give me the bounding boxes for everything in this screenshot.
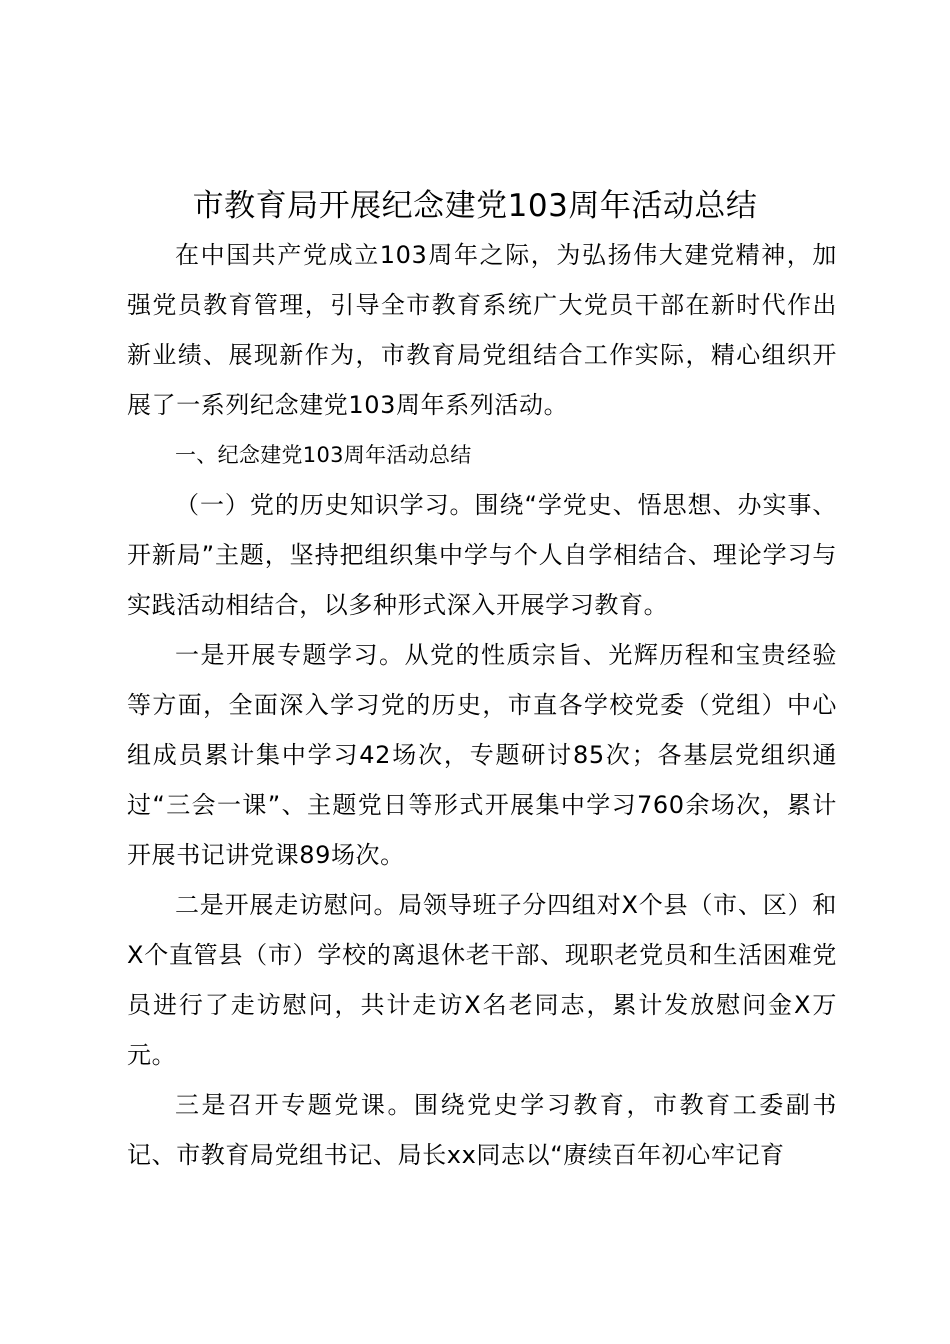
visit-paragraph: 二是开展走访慰问。局领导班子分四组对X个县（市、区）和X个直管县（市）学校的离退休老干部、现职老党员和生活困难党员进行了走访慰问，共计走访X名老同志，累计发放慰问金X万元。 bbox=[127, 891, 837, 1069]
intro-paragraph: 在中国共产党成立103周年之际，为弘扬伟大建党精神，加强党员教育管理，引导全市教育系统广大党员干部在新时代作出新业绩、展现新作为，市教育局党组结合工作实际，精心组织开展了一系列纪念建党103周年系列活动。 bbox=[127, 241, 837, 419]
subsection-paragraph: （一）党的历史知识学习。围绕“学党史、悟思想、办实事、开新局”主题，坚持把组织集中学与个人自学相结合、理论学习与实践活动相结合，以多种形式深入开展学习教育。 bbox=[127, 491, 837, 619]
study-paragraph: 一是开展专题学习。从党的性质宗旨、光辉历程和宝贵经验等方面，全面深入学习党的历史，市直各学校党委（党组）中心组成员累计集中学习42场次，专题研讨85次；各基层党组织通过“三会一课”、主题党日等形式开展集中学习760余场次，累计开展书记讲党课89场次。 bbox=[127, 641, 837, 869]
document-body bbox=[127, 230, 837, 1180]
document-title: 市教育局开展纪念建党103周年活动总结 bbox=[192, 188, 758, 224]
section-heading: 一、纪念建党103周年活动总结 bbox=[175, 443, 472, 467]
lecture-paragraph: 三是召开专题党课。围绕党史学习教育，市教育工委副书记、市教育局党组书记、局长xx同志以“赓续百年初心牢记育 bbox=[127, 1091, 837, 1169]
